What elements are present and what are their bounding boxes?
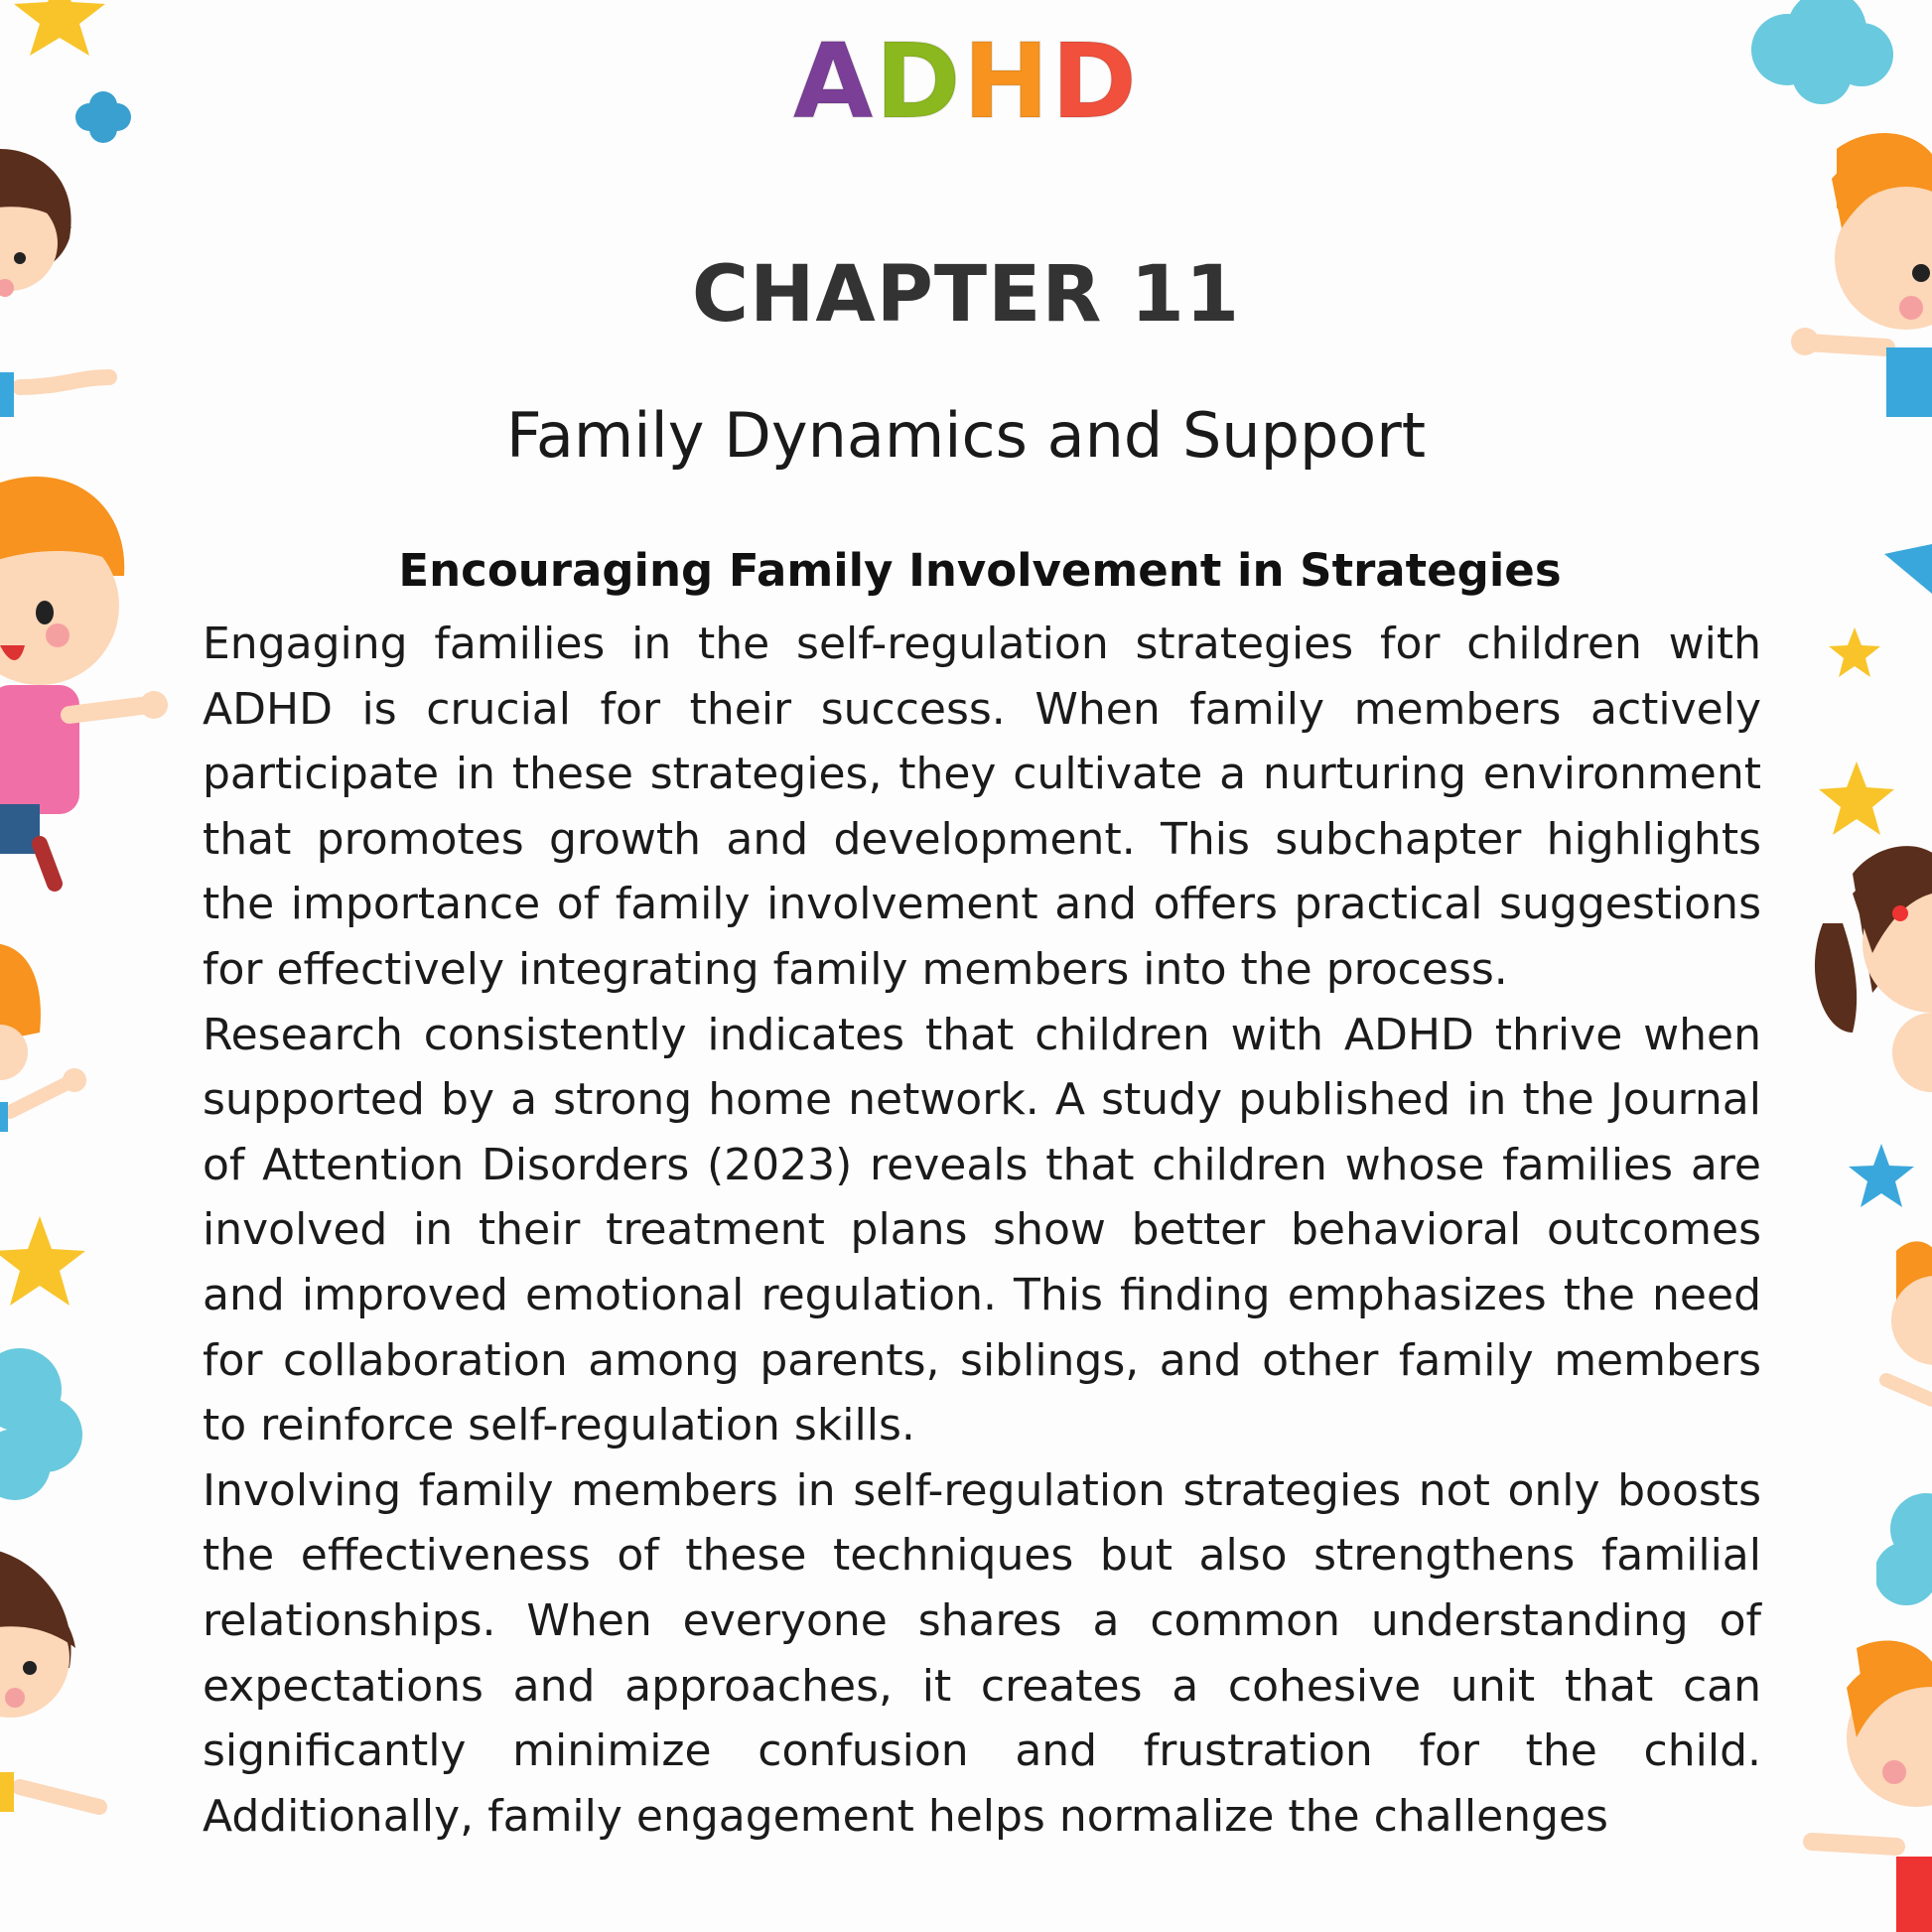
shoe-icon <box>1884 544 1932 604</box>
cartoon-child-illustration <box>1866 1231 1932 1430</box>
logo-letter: D <box>875 21 963 142</box>
chapter-title: CHAPTER 11 <box>691 250 1241 340</box>
adhd-logo <box>0 21 1932 142</box>
chapter-subtitle: Family Dynamics and Support <box>505 399 1427 472</box>
star-icon <box>1847 1142 1916 1211</box>
body-text <box>203 612 1761 1849</box>
star-icon <box>1817 759 1896 839</box>
logo-letter: H <box>962 21 1051 142</box>
paragraph: Engaging families in the self-regulation strategies for children with ADHD is crucial for their success. When family members actively participate in these strategies, they cultivate a nurturing environment that promotes growth and development. This subchapter highlights the importance of family involvement and offers practical suggestions for effectively integrating family members into the process. <box>203 619 1761 995</box>
cartoon-child-illustration <box>1797 1628 1932 1932</box>
section-heading: Encouraging Family Involvement in Strategies <box>398 544 1562 597</box>
logo-letter: D <box>1050 21 1140 142</box>
cartoon-child-illustration <box>1892 1013 1932 1092</box>
paragraph: Research consistently indicates that children with ADHD thrive when supported by a strong home network. A study published in the Journal of Attention Disorders (2023) reveals that children whose families are involved in their treatment plans show better behavioral outcomes and improved emotional regulation. This finding emphasizes the need for collaboration among parents, siblings, and other family members to reinforce self-regulation skills. <box>203 1009 1761 1451</box>
cartoon-child-illustration <box>0 467 179 903</box>
logo-letter: A <box>792 21 876 142</box>
star-icon <box>1827 625 1882 681</box>
star-icon <box>0 1211 89 1311</box>
cloud-icon <box>0 1340 89 1509</box>
cloud-icon <box>1876 1489 1932 1618</box>
cartoon-child-illustration <box>0 943 99 1181</box>
cartoon-child-illustration <box>0 1549 119 1817</box>
paragraph: Involving family members in self-regulation strategies not only boosts the effectiveness of these techniques but also strengthens familial relationships. When everyone shares a common understanding of expectations and approaches, it creates a cohesive unit that can significantly minimize confusion and frustration for the child. Additionally, family engagement helps normalize the challenges <box>203 1464 1761 1842</box>
